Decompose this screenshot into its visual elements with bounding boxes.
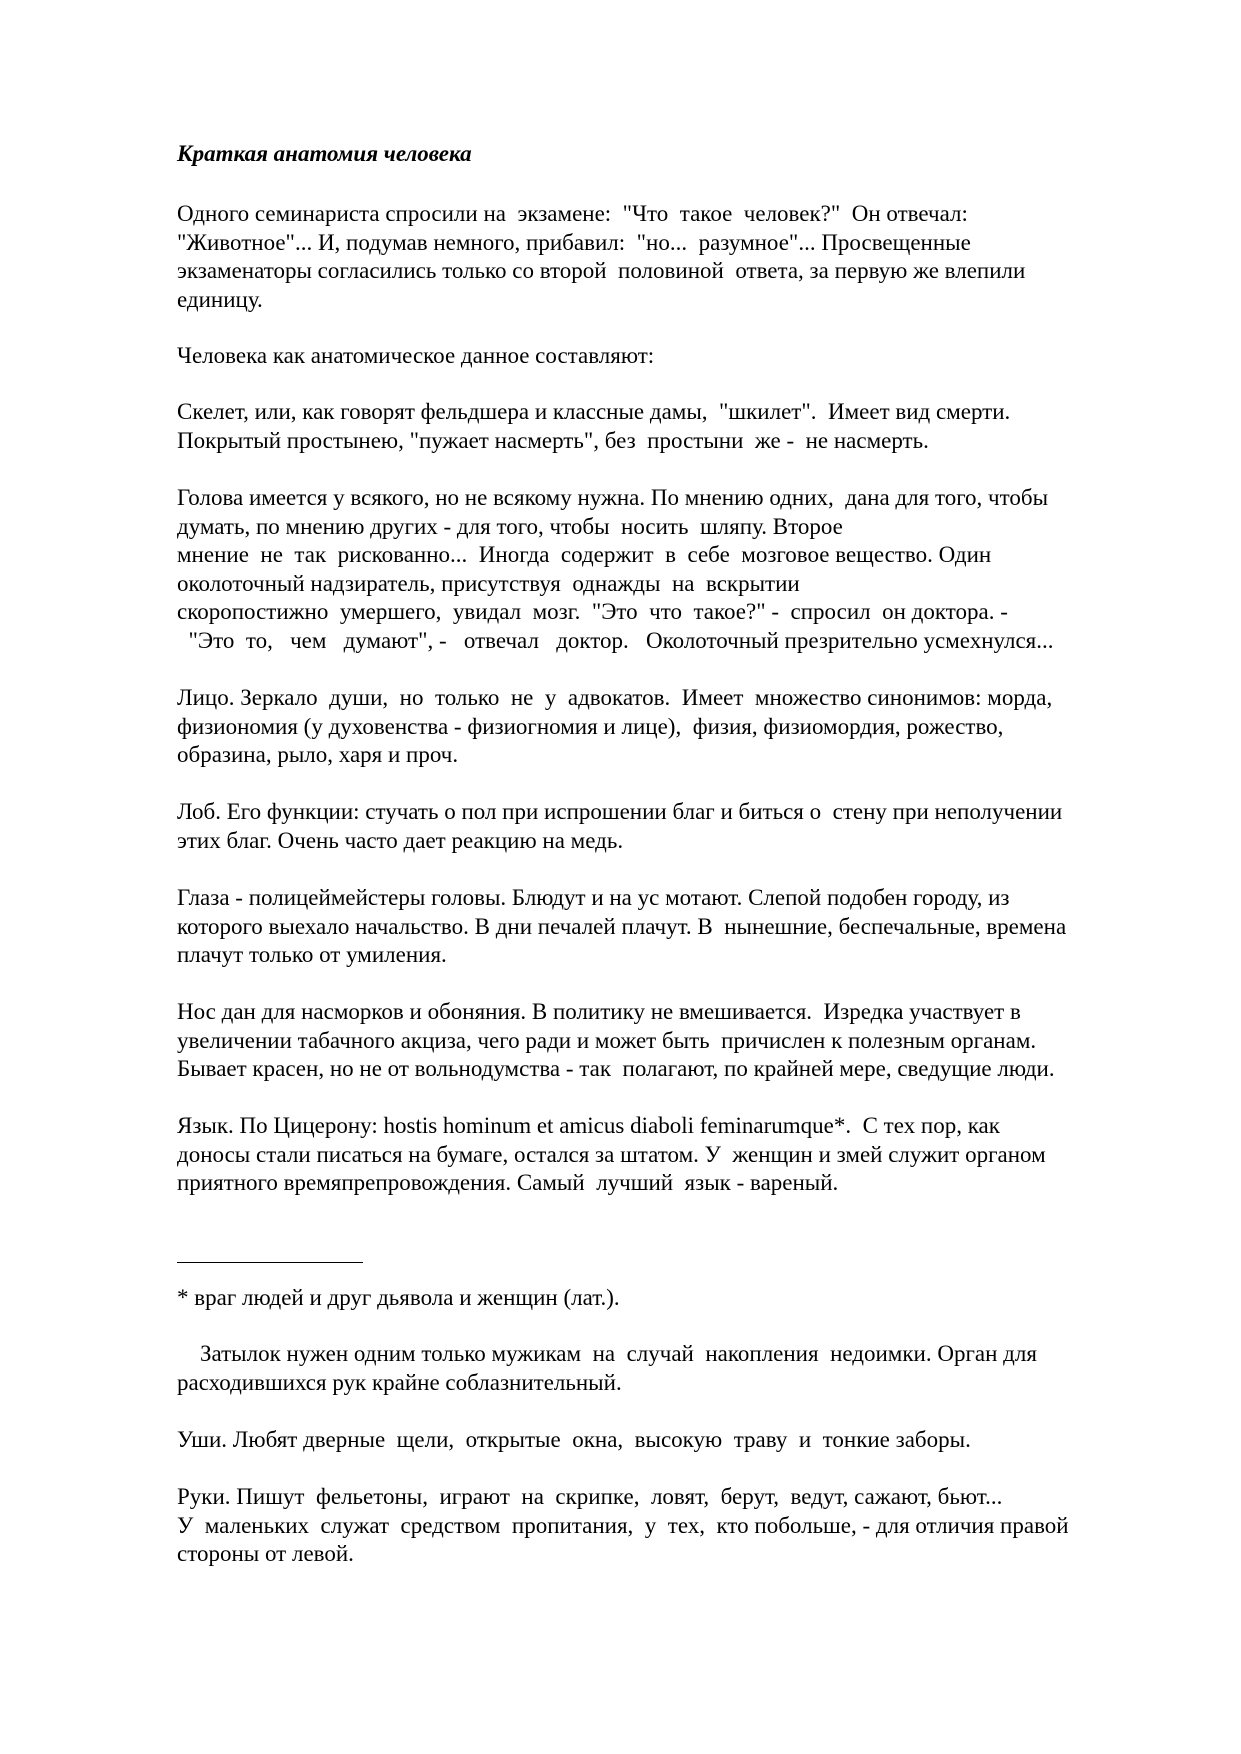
text-line: физиономия (у духовенства - физиогномия и лице), физия, физиомордия, рожество,: [177, 713, 1004, 739]
text-line: увеличении табачного акциза, чего ради и может быть причислен к полезным органам.: [177, 1027, 1037, 1053]
text-line: "Это то, чем думают", - отвечал доктор. Околоточный презрительно усмехнулся...: [177, 627, 1054, 653]
text-line: "Животное"... И, подумав немного, прибавил: "но... разумное"... Просвещенные: [177, 229, 971, 255]
paragraph-forehead: [177, 798, 1177, 855]
text-line: образина, рыло, харя и проч.: [177, 742, 459, 767]
paragraph-head: [177, 484, 1177, 655]
text-line: Язык. По Цицерону: hostis hominum et amicus diaboli feminarumque*. С тех пор, как: [177, 1113, 1000, 1138]
text-line: единицу.: [177, 286, 263, 312]
text-line: стороны от левой.: [177, 1541, 354, 1566]
paragraph-intro: [177, 200, 1177, 314]
paragraph-ears: [177, 1426, 1177, 1455]
paragraph-tongue: [177, 1112, 1177, 1198]
text-line: Нос дан для насморков и обоняния. В политику не вмешивается. Изредка участвует в: [177, 999, 1021, 1024]
text-line: Покрытый простынею, "пужает насмерть", без простыни же - не насмерть.: [177, 427, 929, 453]
text-line: приятного времяпрепровождения. Самый лучший язык - вареный.: [177, 1170, 839, 1195]
text-line: Затылок нужен одним только мужикам на случай накопления недоимки. Орган для: [177, 1341, 1037, 1366]
paragraph-face: [177, 684, 1177, 770]
text-line: У маленьких служат средством пропитания, у тех, кто побольше, - для отличия правой: [177, 1512, 1069, 1538]
paragraph-nose: [177, 998, 1177, 1084]
footnote-separator: [177, 1262, 363, 1263]
text-line: доносы стали писаться на бумаге, остался за штатом. У женщин и змей служит органом: [177, 1141, 1046, 1167]
text-line: скоропостижно умершего, увидал мозг. "Это что такое?" - спросил он доктора. -: [177, 599, 1008, 624]
text-line: расходившихся рук крайне соблазнительный.: [177, 1369, 622, 1395]
paragraph-nape: [177, 1340, 1177, 1397]
text-line: экзаменаторы согласились только со второй половиной ответа, за первую же влепили: [177, 258, 1026, 283]
text-line: которого выехало начальство. В дни печалей плачут. В нынешние, беспечальные, времена: [177, 913, 1067, 939]
text-line: * враг людей и друг дьявола и женщин (лат.).: [177, 1285, 620, 1310]
text-line: этих благ. Очень часто дает реакцию на медь.: [177, 827, 624, 853]
paragraph-hands: [177, 1483, 1177, 1569]
text-line: Уши. Любят дверные щели, открытые окна, высокую траву и тонкие заборы.: [177, 1427, 971, 1452]
text-line: Руки. Пишут фельетоны, играют на скрипке, ловят, берут, ведут, сажают, бьют...: [177, 1484, 1003, 1509]
paragraph-skeleton: [177, 398, 1177, 455]
text-line: мнение не так рискованно... Иногда содержит в себе мозговое вещество. Один: [177, 542, 992, 567]
text-line: околоточный надзиратель, присутствуя однажды на вскрытии: [177, 570, 800, 596]
document-title: Краткая анатомия человека: [177, 141, 472, 166]
text-line: Скелет, или, как говорят фельдшера и классные дамы, "шкилет". Имеет вид смерти.: [177, 399, 1011, 424]
text-line: Лоб. Его функции: стучать о пол при испрошении благ и биться о стену при неполучении: [177, 799, 1063, 824]
text-line: плачут только от умиления.: [177, 942, 447, 967]
footnote: [177, 1284, 1177, 1313]
text-line: Глаза - полицеймейстеры головы. Блюдут и на ус мотают. Слепой подобен городу, из: [177, 885, 1010, 910]
text-line: Лицо. Зеркало души, но только не у адвокатов. Имеет множество синонимов: морда,: [177, 685, 1053, 710]
paragraph-eyes: [177, 884, 1177, 970]
text-line: Бывает красен, но не от вольнодумства - так полагают, по крайней мере, сведущие люди.: [177, 1056, 1055, 1081]
text-line: Человека как анатомическое данное составляют:: [177, 343, 655, 368]
text-line: Одного семинариста спросили на экзамене: "Что такое человек?" Он отвечал:: [177, 201, 968, 226]
text-line: Голова имеется у всякого, но не всякому нужна. По мнению одних, дана для того, чтобы: [177, 485, 1049, 510]
paragraph-composition: [177, 342, 1177, 371]
text-line: думать, по мнению других - для того, чтобы носить шляпу. Второе: [177, 513, 843, 539]
